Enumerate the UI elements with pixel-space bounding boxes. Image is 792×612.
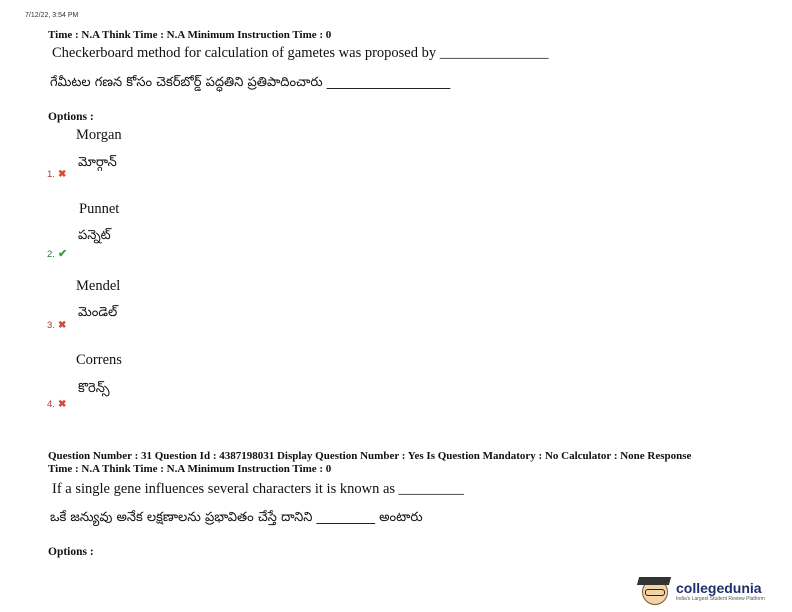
option-4-label-english: Correns — [76, 352, 122, 368]
logo-tagline: India's Largest Student Review Platform — [676, 596, 765, 602]
option-2-number — [47, 247, 67, 260]
question-meta-line-1: Question Number : 31 Question Id : 4387198031 Display Question Number : Yes Is Question Mandatory : No Calculator : None Response — [48, 450, 692, 462]
option-1-number — [47, 169, 66, 180]
question-text-telugu: గేమీటల గణన కోసం చెకర్‌బోర్డ్ పద్ధతిని ప్రతిపాదించారు ___________________ — [50, 75, 451, 90]
collegedunia-logo — [636, 577, 786, 607]
option-4-number — [47, 399, 66, 410]
print-timestamp: 7/12/22, 3:54 PM — [25, 12, 79, 19]
incorrect-mark-icon: ✖ — [57, 169, 67, 180]
graduation-cap-icon — [637, 577, 671, 585]
option-2-label-english: Punnet — [79, 201, 120, 217]
question-text-telugu: ఒకే జన్యువు అనేక లక్షణాలను ప్రభావితం చేస్తే దానిని _________ అంటారు — [50, 510, 423, 525]
question-meta-line-2: Time : N.A Think Time : N.A Minimum Instruction Time : 0 — [48, 463, 332, 475]
option-4-number-text: 4. — [47, 399, 55, 410]
option-3-number-text: 3. — [47, 320, 55, 331]
option-1-label-english: Morgan — [76, 127, 122, 143]
option-1-label-telugu: మోర్గాన్ — [78, 155, 117, 170]
glasses-icon — [645, 589, 665, 596]
logo-wordmark: collegedunia — [676, 580, 762, 596]
incorrect-mark-icon: ✖ — [57, 399, 67, 410]
question-text-english: If a single gene influences several characters it is known as _________ — [52, 481, 464, 497]
option-4-label-telugu: కొరెన్స్ — [78, 381, 110, 396]
options-heading: Options : — [48, 546, 94, 558]
option-3-label-telugu: మెండెల్ — [78, 305, 118, 320]
option-3-number — [47, 320, 66, 331]
incorrect-mark-icon: ✖ — [57, 320, 67, 331]
option-2-number-text: 2. — [47, 249, 55, 260]
correct-mark-icon: ✔ — [57, 248, 68, 260]
option-2-label-telugu: పన్నెట్ — [78, 228, 111, 243]
options-heading: Options : — [48, 111, 94, 123]
question-meta: Time : N.A Think Time : N.A Minimum Instruction Time : 0 — [48, 29, 332, 41]
option-3-label-english: Mendel — [76, 278, 121, 294]
option-1-number-text: 1. — [47, 169, 55, 180]
question-text-english: Checkerboard method for calculation of gametes was proposed by _______________ — [52, 45, 549, 61]
